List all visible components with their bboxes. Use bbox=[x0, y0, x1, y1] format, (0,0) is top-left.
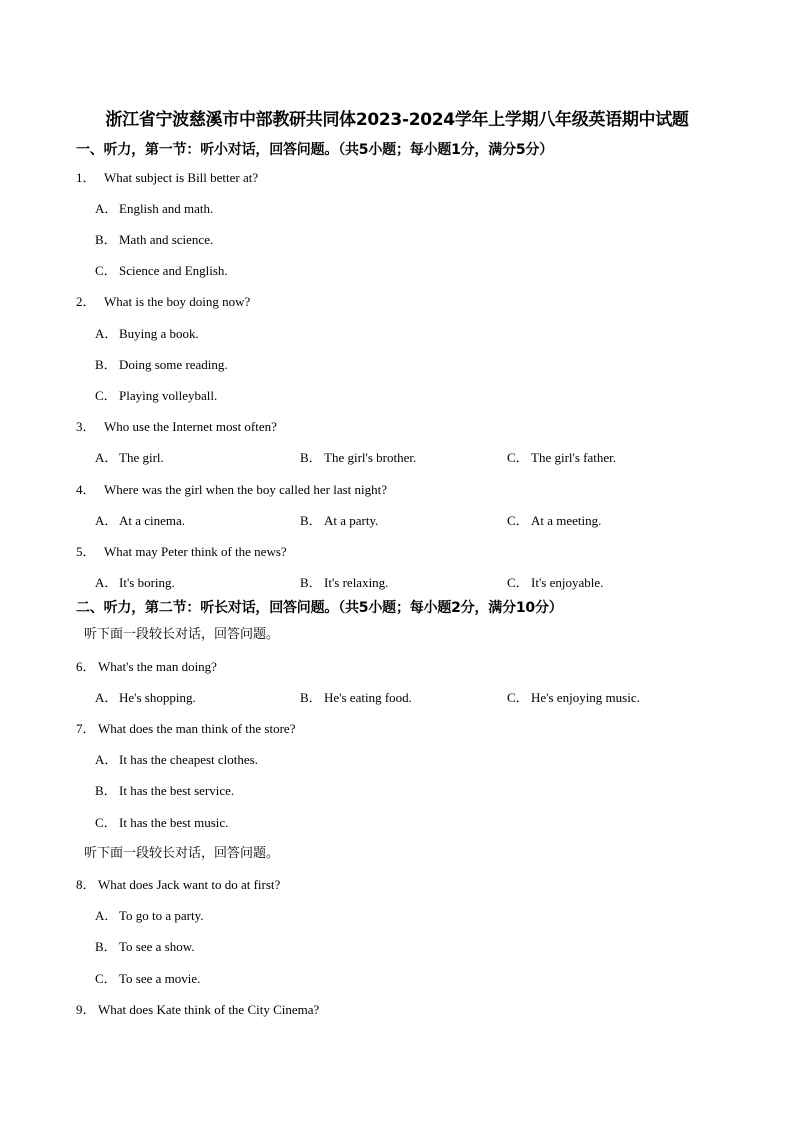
option-letter: A． bbox=[95, 450, 118, 465]
question-number: 9． bbox=[76, 1002, 96, 1017]
option-letter: B． bbox=[300, 690, 322, 705]
option-text: He's eating food. bbox=[324, 690, 412, 705]
option-4b bbox=[300, 510, 378, 529]
question-number: 1． bbox=[76, 170, 96, 185]
question-number: 8． bbox=[76, 877, 96, 892]
page-title: 浙江省宁波慈溪市中部教研共同体2023-2024学年上学期八年级英语期中试题 bbox=[105, 110, 689, 130]
option-4a bbox=[95, 510, 185, 529]
instruction-long-dialogue-2: 听下面一段较长对话，回答问题。 bbox=[84, 846, 280, 861]
question-8 bbox=[76, 874, 280, 893]
option-letter: A． bbox=[95, 908, 118, 923]
option-text: He's enjoying music. bbox=[531, 690, 640, 705]
question-text: What does Jack want to do at first? bbox=[98, 877, 281, 892]
option-text: Doing some reading. bbox=[119, 357, 228, 372]
option-text: The girl's brother. bbox=[324, 450, 417, 465]
option-text: The girl. bbox=[119, 450, 164, 465]
option-letter: B． bbox=[95, 783, 117, 798]
option-text: It's enjoyable. bbox=[531, 575, 604, 590]
option-letter: B． bbox=[300, 575, 322, 590]
option-text: To go to a party. bbox=[119, 908, 204, 923]
option-5a bbox=[95, 572, 175, 591]
option-8b bbox=[95, 936, 195, 955]
question-number: 6． bbox=[76, 659, 96, 674]
option-letter: A． bbox=[95, 575, 118, 590]
question-4 bbox=[76, 479, 387, 498]
option-letter: B． bbox=[95, 939, 117, 954]
option-5b bbox=[300, 572, 388, 591]
option-text: To see a show. bbox=[119, 939, 195, 954]
question-text: What does the man think of the store? bbox=[98, 721, 296, 736]
option-letter: B． bbox=[95, 357, 117, 372]
option-1a bbox=[95, 198, 213, 217]
question-6 bbox=[76, 656, 217, 675]
option-letter: A． bbox=[95, 513, 118, 528]
option-1b bbox=[95, 229, 213, 248]
option-8c bbox=[95, 968, 200, 987]
option-letter: C． bbox=[507, 450, 529, 465]
option-7b bbox=[95, 780, 234, 799]
question-2 bbox=[76, 291, 250, 310]
option-6c bbox=[507, 687, 640, 706]
question-7 bbox=[76, 718, 295, 737]
option-3b bbox=[300, 447, 416, 466]
option-text: Playing volleyball. bbox=[119, 388, 218, 403]
option-text: It has the best service. bbox=[119, 783, 235, 798]
question-number: 7． bbox=[76, 721, 96, 736]
option-text: English and math. bbox=[119, 201, 214, 216]
question-text: What's the man doing? bbox=[98, 659, 217, 674]
option-letter: A． bbox=[95, 201, 118, 216]
option-text: At a meeting. bbox=[531, 513, 602, 528]
question-text: What may Peter think of the news? bbox=[104, 544, 287, 559]
option-letter: B． bbox=[300, 513, 322, 528]
option-7c bbox=[95, 812, 228, 831]
option-text: At a cinema. bbox=[119, 513, 186, 528]
question-number: 2． bbox=[76, 294, 96, 309]
option-text: Math and science. bbox=[119, 232, 214, 247]
option-letter: C． bbox=[95, 263, 117, 278]
option-7a bbox=[95, 749, 258, 768]
option-6a bbox=[95, 687, 196, 706]
option-8a bbox=[95, 905, 204, 924]
option-letter: A． bbox=[95, 326, 118, 341]
instruction-long-dialogue-1: 听下面一段较长对话，回答问题。 bbox=[84, 627, 280, 642]
option-text: It's boring. bbox=[119, 575, 175, 590]
section-heading-1: 一、听力，第一节：听小对话，回答问题。（共5小题；每小题1分，满分5分） bbox=[76, 142, 554, 158]
option-2a bbox=[95, 323, 199, 342]
option-letter: B． bbox=[300, 450, 322, 465]
option-letter: A． bbox=[95, 690, 118, 705]
option-letter: C． bbox=[507, 513, 529, 528]
question-number: 3． bbox=[76, 419, 96, 434]
question-number: 5． bbox=[76, 544, 96, 559]
option-text: It has the best music. bbox=[119, 815, 229, 830]
question-text: Who use the Internet most often? bbox=[104, 419, 277, 434]
option-letter: A． bbox=[95, 752, 118, 767]
option-text: He's shopping. bbox=[119, 690, 196, 705]
question-1 bbox=[76, 167, 258, 186]
question-text: Where was the girl when the boy called her last night? bbox=[104, 482, 388, 497]
option-4c bbox=[507, 510, 601, 529]
option-text: To see a movie. bbox=[119, 971, 201, 986]
option-text: At a party. bbox=[324, 513, 379, 528]
option-letter: C． bbox=[507, 575, 529, 590]
question-number: 4． bbox=[76, 482, 96, 497]
question-9 bbox=[76, 999, 319, 1018]
option-text: The girl's father. bbox=[531, 450, 617, 465]
option-text: Science and English. bbox=[119, 263, 228, 278]
question-5 bbox=[76, 541, 287, 560]
section-heading-2: 二、听力，第二节：听长对话，回答问题。（共5小题；每小题2分，满分10分） bbox=[76, 600, 563, 616]
option-letter: C． bbox=[95, 388, 117, 403]
option-letter: C． bbox=[95, 815, 117, 830]
question-text: What is the boy doing now? bbox=[104, 294, 251, 309]
option-5c bbox=[507, 572, 603, 591]
option-text: It's relaxing. bbox=[324, 575, 389, 590]
option-3a bbox=[95, 447, 164, 466]
option-1c bbox=[95, 260, 228, 279]
question-text: What subject is Bill better at? bbox=[104, 170, 259, 185]
option-text: It has the cheapest clothes. bbox=[119, 752, 258, 767]
option-2c bbox=[95, 385, 217, 404]
option-letter: C． bbox=[507, 690, 529, 705]
option-letter: C． bbox=[95, 971, 117, 986]
option-6b bbox=[300, 687, 412, 706]
option-2b bbox=[95, 354, 228, 373]
option-letter: B． bbox=[95, 232, 117, 247]
question-3 bbox=[76, 416, 277, 435]
option-text: Buying a book. bbox=[119, 326, 199, 341]
question-text: What does Kate think of the City Cinema? bbox=[98, 1002, 320, 1017]
option-3c bbox=[507, 447, 616, 466]
